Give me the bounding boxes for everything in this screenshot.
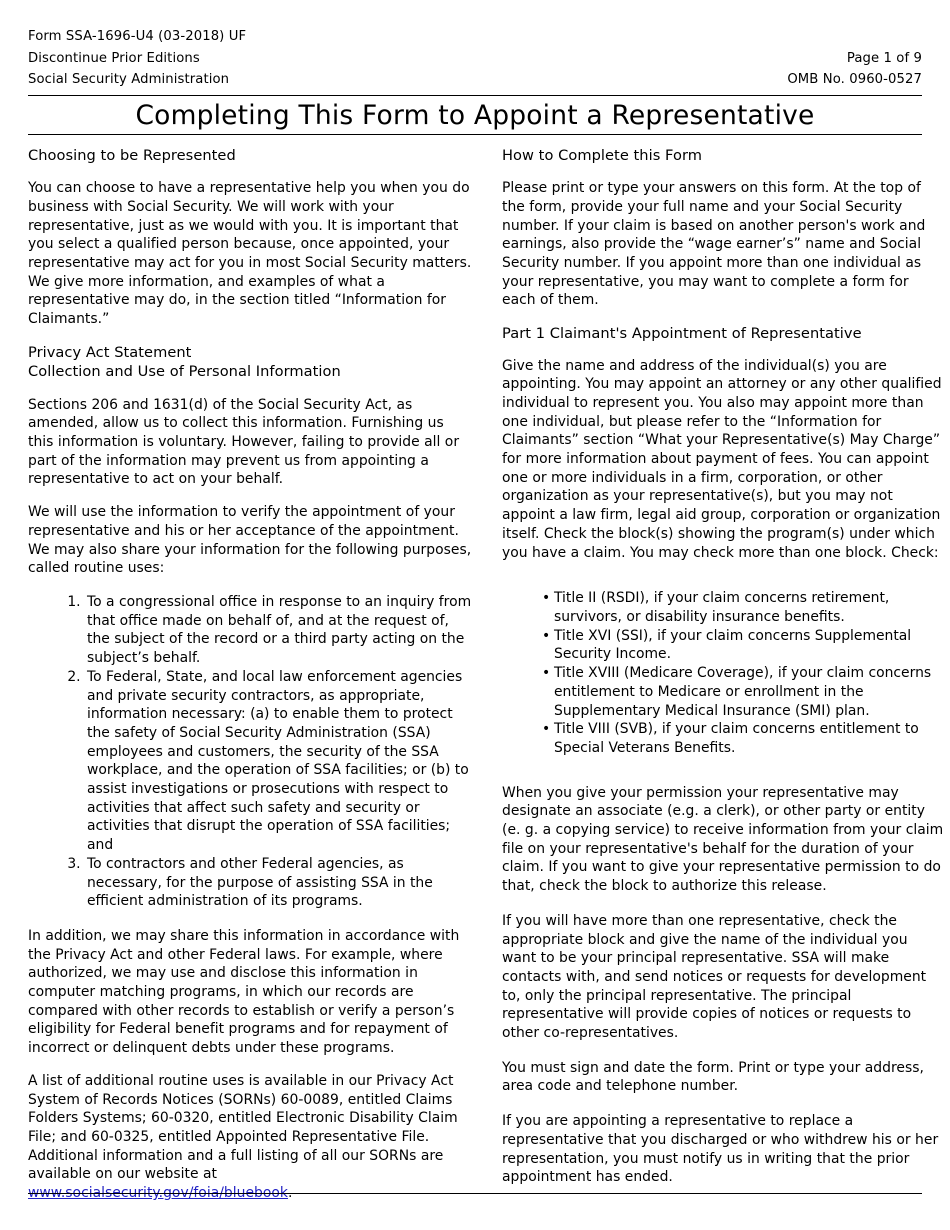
agency-name: Social Security Administration xyxy=(28,72,230,88)
paragraph-choosing: You can choose to have a representative help you when you do business with Social Security. We will work with your representative, just as we would with you. It is important that you select a qualified person because, once appointed, your representative may act for you in most Social Security matters. We give more information, and examples of what a representative may do, in the section titled “Information for Claimants.” xyxy=(28,180,472,328)
two-column-body xyxy=(28,146,944,1203)
paragraph-replace-representative: If you are appointing a representative to replace a representative that you discharged or who withdrew his or her representation, you must notify us in writing that the prior appointment has ended. xyxy=(502,1113,939,1186)
discontinue-prior-editions: Discontinue Prior Editions xyxy=(28,50,200,66)
sorns-text-after-link: . xyxy=(287,1185,293,1202)
paragraph-part-1: Give the name and address of the individual(s) you are appointing. You may appoint an attorney or any other qualified individual to represent you. You also may appoint more than one individual, but please refer to the “Information for Claimants” section “What your Representative(s) May Charge” for more information about payment of fees. You can appoint one or more individuals in a firm, corporation, or other organization as your representative(s), but you may not appoint a law firm, legal aid group, corporation or organization itself. Check the block(s) showing the program(s) under which you have a claim. You may check more than one block. Check: xyxy=(502,357,942,561)
heading-how-to-complete-this-form: How to Complete this Form xyxy=(502,146,703,164)
header-divider-bottom xyxy=(28,134,922,135)
form-number: Form SSA-1696-U4 (03-2018) UF xyxy=(28,29,247,44)
title-blocks-list xyxy=(502,589,946,757)
header-divider-top xyxy=(28,95,922,96)
list-item: 3. To contractors and other Federal agencies, as necessary, for the purpose of assisting SSA in the efficient administration of its programs. xyxy=(85,855,472,911)
paragraph-routine-uses-intro: We will use the information to verify the appointment of your representative and his or her acceptance of the appointment. We may also share your information for the following purposes, called routine uses: xyxy=(28,504,472,577)
list-item: 2. To Federal, State, and local law enforcement agencies and private security contractors, as appropriate, information necessary: (a) to enable them to protect the safety of Social Security Administration (SSA) employees and customers, the security of the SSA workplace, and the operation of SSA facilities; or (b) to assist investigations or prosecutions with respect to activities that affect such safety and security or activities that disrupt the operation of SSA facilities; and xyxy=(85,668,472,855)
paragraph-sign-and-date: You must sign and date the form. Print or type your address, area code and telephone number. xyxy=(502,1059,924,1095)
list-item: • Title XVI (SSI), if your claim concerns Supplemental Security Income. xyxy=(542,627,946,664)
paragraph-sections-206-1631: Sections 206 and 1631(d) of the Social Security Act, as amended, allow us to collect this information. Furnishing us this information is voluntary. However, failing to provide all or part of the information may prevent us from appointing a representative to act on your behalf. xyxy=(28,396,460,488)
paragraph-in-addition: In addition, we may share this information in accordance with the Privacy Act and other Federal laws. For example, where authorized, we may use and disclose this information in computer matching programs, in which our records are compared with other records to establish or verify a person’s eligibility for Federal benefit programs and for repayment of incorrect or delinquent debts under these programs. xyxy=(28,927,460,1057)
list-item: 1. To a congressional office in response to an inquiry from that office made on behalf of, and at the request of, the subject of the record or a third party acting on the subject’s behalf. xyxy=(85,593,472,668)
bluebook-link[interactable]: www.socialsecurity.gov/foia/bluebook xyxy=(28,1185,288,1202)
heading-collection-and-use: Collection and Use of Personal Information xyxy=(28,363,341,381)
list-item: • Title II (RSDI), if your claim concerns retirement, survivors, or disability insurance benefits. xyxy=(542,589,946,626)
list-item: • Title XVIII (Medicare Coverage), if your claim concerns entitlement to Medicare or enrollment in the Supplementary Medical Insurance (SMI) plan. xyxy=(542,664,946,720)
form-header-left xyxy=(28,26,246,91)
sorns-text-before-link: A list of additional routine uses is available in our Privacy Act System of Records Notices (SORNs) 60-0089, entitled Claims Folders Systems; 60-0320, entitled Electronic Disability Claim File; and 60-0325, entitled Appointed Representative File. Additional information and a full listing of all our SORNs are available on our website at xyxy=(28,1072,458,1183)
heading-part-1: Part 1 Claimant's Appointment of Representative xyxy=(502,325,862,343)
title-program-blocks xyxy=(502,589,946,757)
right-column xyxy=(502,146,946,1203)
list-item: • Title VIII (SVB), if your claim concerns entitlement to Special Veterans Benefits. xyxy=(542,720,946,757)
routine-uses-list xyxy=(28,593,472,911)
footer-divider xyxy=(28,1193,922,1194)
paragraph-principal-representative: If you will have more than one representative, check the appropriate block and give the name of the individual you want to be your principal representative. SSA will make contacts with, and send notices or requests for development to, only the principal representative. The principal representative will provide copies of notices or requests to other co-representatives. xyxy=(502,912,927,1042)
form-header-right xyxy=(787,26,922,91)
paragraph-how-to-complete: Please print or type your answers on this form. At the top of the form, provide your full name and your Social Security number. If your claim is based on another person's work and earnings, also provide the “wage earner’s” name and Social Security number. If you appoint more than one individual as your representative, you may want to complete a form for each of them. xyxy=(502,180,926,309)
heading-privacy-act-statement: Privacy Act Statement xyxy=(28,343,192,361)
page-title: Completing This Form to Appoint a Representative xyxy=(135,99,815,131)
left-column xyxy=(28,146,472,1203)
heading-choosing-to-be-represented: Choosing to be Represented xyxy=(28,146,236,164)
form-header xyxy=(28,26,922,91)
omb-number: OMB No. 0960-0527 xyxy=(787,72,922,88)
paragraph-permission: When you give your permission your representative may designate an associate (e.g. a clerk), or other party or entity (e. g. a copying service) to receive information from your claim file on your representative's behalf for the duration of your claim. If you want to give your representative permission to do that, check the block to authorize this release. xyxy=(502,784,944,895)
paragraph-sorns xyxy=(28,1072,472,1203)
page-indicator: Page 1 of 9 xyxy=(846,50,922,66)
